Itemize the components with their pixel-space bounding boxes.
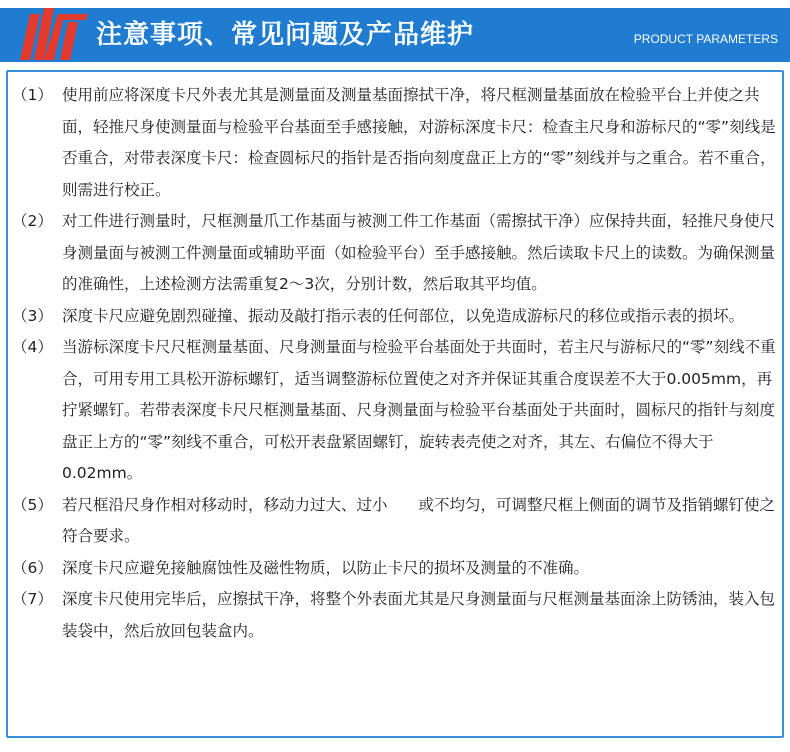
item-number: （3） bbox=[12, 306, 53, 325]
header-banner bbox=[0, 0, 790, 64]
list-item bbox=[6, 584, 784, 647]
page-title: 注意事项、常见问题及产品维护 bbox=[96, 20, 475, 50]
list-item bbox=[6, 206, 784, 301]
page-subtitle: PRODUCT PARAMETERS bbox=[633, 32, 778, 46]
item-number: （2） bbox=[12, 212, 53, 230]
list-item bbox=[6, 301, 784, 333]
item-text: 使用前应将深度卡尺外表尤其是测量面及测量基面擦拭干净，将尺框测量基面放在检验平台上并使之共面，轻推尺身使测量面与检验平台基面至手感接触，对游标深度卡尺：检查主尺身和游标尺的“零”刻线是否重合，对带表深度卡尺：检查圆标尺的指针是否指向刻度盘正上方的“零”刻线并与之重合。若不重合，则需进行校正。 bbox=[62, 86, 776, 199]
list-item bbox=[6, 80, 784, 206]
item-text: 深度卡尺使用完毕后，应擦拭干净，将整个外表面尤其是尺身测量面与尺框测量基面涂上防锈油，装入包装袋中，然后放回包装盒内。 bbox=[62, 590, 776, 640]
item-number: （4） bbox=[12, 338, 53, 356]
item-number: （6） bbox=[12, 558, 53, 577]
item-text: 深度卡尺应避免剧烈碰撞、振动及敲打指示表的任何部位，以免造成游标尺的移位或指示表的损坏。 bbox=[62, 306, 745, 325]
item-text: 深度卡尺应避免接触腐蚀性及磁性物质，以防止卡尺的损坏及测量的不准确。 bbox=[62, 558, 590, 577]
item-number: （7） bbox=[12, 590, 53, 608]
notes-list bbox=[6, 80, 784, 647]
item-text: 当游标深度卡尺尺框测量基面、尺身测量面与检验平台基面处于共面时，若主尺与游标尺的“零”刻线不重合，可用专用工具松开游标螺钉，适当调整游标位置使之对齐并保证其重合度误差不大于0.005mm，再拧紧螺钉。若带表深度卡尺尺框测量基面、尺身测量面与检验平台基面处于共面时，圆标尺的指针与刻度盘正上方的“零”刻线不重合，可松开表盘紧固螺钉，旋转表壳使之对齐，其左、右偏位不得大于0.02mm。 bbox=[62, 338, 776, 482]
item-text: 对工件进行测量时，尺框测量爪工作基面与被测工件工作基面（需擦拭干净）应保持共面，轻推尺身使尺身测量面与被测工件测量面或辅助平面（如检验平台）至手感接触。然后读取卡尺上的读数。为确保测量的准确性，上述检测方法需重复2～3次，分别计数，然后取其平均值。 bbox=[62, 212, 776, 293]
item-number: （1） bbox=[12, 86, 53, 104]
list-item bbox=[6, 490, 784, 553]
list-item bbox=[6, 553, 784, 585]
item-number: （5） bbox=[12, 495, 53, 514]
list-item bbox=[6, 332, 784, 490]
item-text: 若尺框沿尺身作相对移动时，移动力过大、过小 或不均匀，可调整尺框上侧面的调节及指销螺钉使之符合要求。 bbox=[62, 495, 776, 545]
brand-logo-icon bbox=[18, 4, 88, 62]
